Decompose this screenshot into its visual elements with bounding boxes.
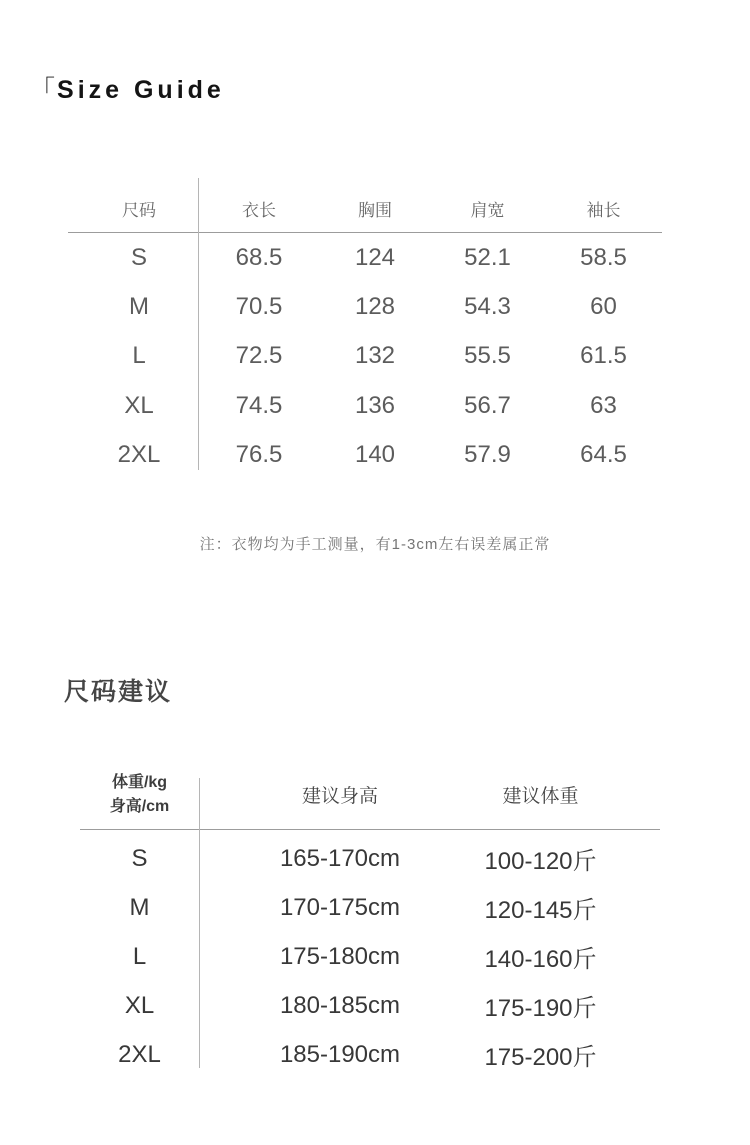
cell-length: 70.5 xyxy=(235,293,283,321)
cell-suggested-weight: 175-190斤 xyxy=(484,995,597,1022)
suggestion-table-vertical-divider xyxy=(199,778,200,1068)
header-suggested-weight: 建议体重 xyxy=(502,786,579,807)
cell-chest: 128 xyxy=(354,293,396,321)
cell-size: S xyxy=(131,844,148,872)
corner-weight-label: 体重/kg xyxy=(111,774,168,792)
cell-size: L xyxy=(132,942,147,970)
cell-size: 2XL xyxy=(117,441,161,469)
cell-chest: 124 xyxy=(354,243,396,271)
measurement-note: 注：衣物均为手工测量，有1-3cm左右误差属正常 xyxy=(199,536,551,553)
suggestion-table xyxy=(80,760,660,1079)
measurement-table xyxy=(68,185,662,480)
cell-suggested-height: 165-170cm xyxy=(279,844,401,872)
cell-sleeve: 58.5 xyxy=(580,243,627,271)
cell-suggested-weight: 140-160斤 xyxy=(484,946,597,973)
cell-size: M xyxy=(129,893,150,921)
suggestion-table-body xyxy=(80,830,660,1079)
measurement-table-header-row xyxy=(68,185,662,233)
measurement-table-vertical-divider xyxy=(198,178,199,470)
cell-suggested-height: 185-190cm xyxy=(279,1040,401,1068)
cell-sleeve: 64.5 xyxy=(580,441,627,469)
cell-length: 76.5 xyxy=(235,441,283,469)
header-garment-length: 衣长 xyxy=(242,201,276,220)
table-row xyxy=(68,381,662,430)
cell-shoulder: 57.9 xyxy=(464,441,511,469)
table-row xyxy=(68,431,662,480)
cell-shoulder: 52.1 xyxy=(464,243,511,271)
header-suggested-height: 建议身高 xyxy=(301,786,378,807)
table-row xyxy=(80,981,660,1030)
header-chest: 胸围 xyxy=(358,201,392,220)
header-weight-height-corner xyxy=(80,771,199,817)
cell-suggested-weight: 175-200斤 xyxy=(484,1044,597,1071)
cell-suggested-height: 170-175cm xyxy=(279,893,401,921)
cell-chest: 136 xyxy=(354,391,396,419)
suggestion-section-title: 尺码建议 xyxy=(64,678,173,706)
table-row xyxy=(80,834,660,883)
cell-chest: 140 xyxy=(354,441,396,469)
cell-sleeve: 61.5 xyxy=(580,342,627,370)
cell-suggested-height: 175-180cm xyxy=(279,942,401,970)
cell-chest: 132 xyxy=(354,342,396,370)
cell-size: XL xyxy=(124,991,155,1019)
measurement-table-body xyxy=(68,233,662,480)
cell-suggested-height: 180-185cm xyxy=(279,991,401,1019)
cell-length: 74.5 xyxy=(235,391,283,419)
table-row xyxy=(80,1030,660,1079)
cell-size: 2XL xyxy=(118,1040,161,1068)
cell-sleeve: 63 xyxy=(590,391,617,419)
table-row xyxy=(68,332,662,381)
cell-sleeve: 60 xyxy=(590,293,617,321)
table-row xyxy=(80,883,660,932)
corner-height-label: 身高/cm xyxy=(109,797,170,815)
cell-shoulder: 54.3 xyxy=(464,293,511,321)
cell-shoulder: 55.5 xyxy=(464,342,511,370)
cell-size: S xyxy=(130,243,147,271)
cell-size: L xyxy=(132,342,146,370)
corner-bracket-glyph: 「 xyxy=(30,76,56,104)
table-row xyxy=(80,932,660,981)
page-title xyxy=(30,70,225,106)
cell-shoulder: 56.7 xyxy=(464,391,511,419)
header-size: 尺码 xyxy=(122,201,156,220)
cell-suggested-weight: 100-120斤 xyxy=(484,848,597,875)
cell-size: XL xyxy=(124,391,154,419)
cell-length: 72.5 xyxy=(235,342,283,370)
header-sleeve: 袖长 xyxy=(586,201,621,220)
header-shoulder: 肩宽 xyxy=(470,201,505,220)
suggestion-table-header-row xyxy=(80,760,660,830)
page-title-text: Size Guide xyxy=(57,76,225,104)
cell-suggested-weight: 120-145斤 xyxy=(484,897,597,924)
cell-length: 68.5 xyxy=(235,243,283,271)
table-row xyxy=(68,233,662,282)
table-row xyxy=(68,282,662,331)
cell-size: M xyxy=(129,293,149,321)
